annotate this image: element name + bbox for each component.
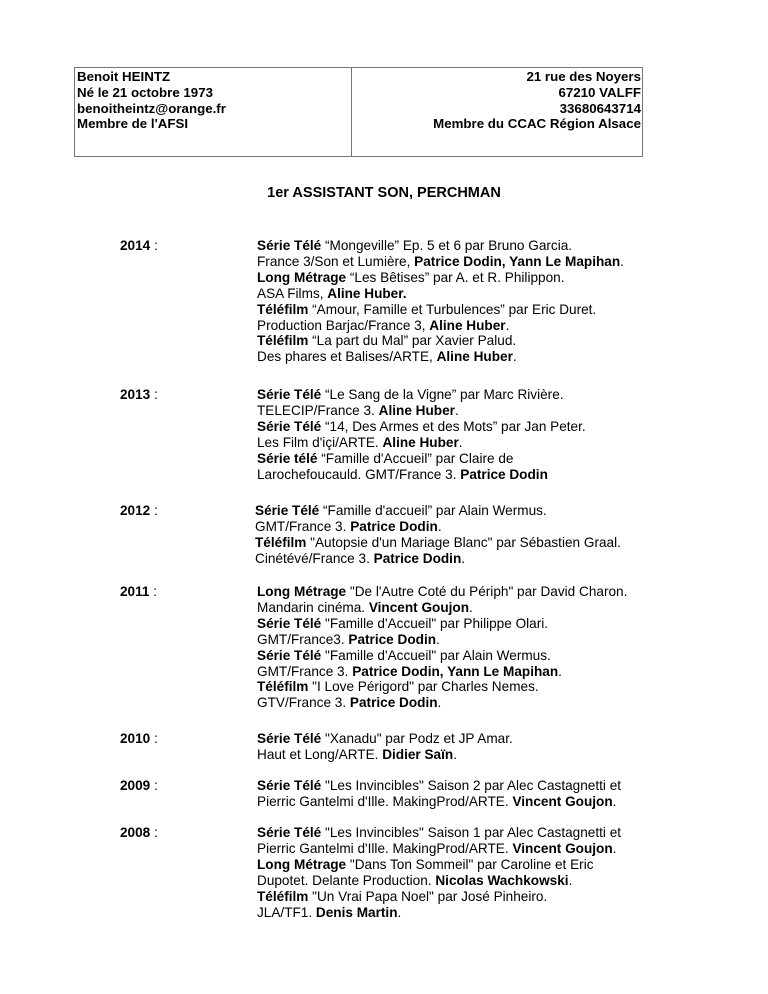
credit-text: "Un Vrai Papa Noel" par José Pinheiro. (308, 888, 548, 904)
credit-emphasis: Série Télé (257, 418, 322, 434)
credit-text: "De l'Autre Coté du Périph" par David Charon. (346, 584, 628, 599)
credit-line (257, 333, 624, 349)
credit-text: TELECIP/France 3. (257, 402, 379, 418)
membership-afsi: Membre de l'AFSI (77, 116, 189, 132)
credit-line (257, 584, 627, 600)
credit-line (257, 403, 586, 419)
credit-emphasis: Aline Huber (429, 317, 506, 333)
credit-emphasis: Téléfilm (257, 333, 309, 349)
credit-emphasis: Vincent Goujon (368, 599, 470, 615)
header-divider (351, 68, 352, 156)
credit-line (257, 873, 621, 889)
credit-line (257, 349, 624, 365)
street-address: 21 rue des Noyers (526, 69, 641, 84)
year-separator: : (150, 238, 158, 253)
year-separator: : (150, 387, 158, 402)
entry-year (120, 238, 158, 253)
credit-text: Mandarin cinéma. (257, 599, 369, 615)
credit-emphasis: Série télé (257, 450, 318, 466)
credit-line (257, 648, 627, 664)
credit-emphasis: Téléfilm (257, 679, 309, 695)
phone: 33680643714 (559, 100, 641, 116)
postal-city: 67210 VALFF (558, 84, 641, 100)
credit-text: . (453, 746, 457, 762)
credit-line (257, 600, 627, 616)
entry-year (120, 731, 158, 746)
credit-emphasis: Aline Huber (378, 402, 455, 418)
credit-emphasis: Vincent Goujon (512, 793, 613, 809)
credit-emphasis: Patrice Dodin (460, 466, 548, 482)
credit-text: . (505, 317, 510, 333)
credit-text: GTV/France 3. (257, 695, 350, 711)
year-separator: : (149, 584, 158, 599)
credit-text: Cinétévé/France 3. (255, 550, 374, 566)
credit-line (257, 664, 627, 680)
credit-text: GMT/France 3. (257, 663, 353, 679)
credit-emphasis: Aline Huber. (327, 285, 407, 301)
credit-text: . (437, 518, 442, 534)
credit-emphasis: Série Télé (257, 387, 322, 402)
credit-line (257, 451, 586, 467)
section-title: 1er ASSISTANT SON, PERCHMAN (267, 185, 501, 201)
credit-text: . (397, 904, 402, 920)
credit-line (257, 905, 621, 921)
year-value: 2013 (120, 387, 151, 402)
year-separator: : (150, 503, 158, 518)
year-separator: : (150, 825, 158, 840)
credit-emphasis: Série Télé (257, 615, 322, 631)
credit-emphasis: Didier Saïn (382, 746, 454, 762)
entry-credits (257, 584, 627, 711)
credit-emphasis: Nicolas Wachkowski (435, 872, 569, 888)
credit-line (257, 825, 621, 841)
entry-year (120, 584, 157, 599)
credit-emphasis: Patrice Dodin (348, 631, 437, 647)
credit-text: . (568, 872, 573, 888)
year-value: 2009 (120, 778, 151, 793)
credit-line (257, 419, 586, 435)
credit-emphasis: Série Télé (257, 778, 322, 793)
credit-text: Pierric Gantelmi d'Ille. MakingProd/ARTE. (257, 840, 513, 856)
credit-emphasis: Aline Huber (436, 349, 513, 365)
credit-text: . (458, 434, 463, 450)
credit-text: “Mongeville” Ep. 5 et 6 par Bruno Garcia. (321, 238, 573, 253)
year-value: 2010 (120, 731, 151, 746)
entry-year (120, 825, 158, 840)
year-value: 2011 (120, 584, 150, 599)
credit-emphasis: Téléfilm (255, 534, 307, 550)
credit-text: "Autopsie d'un Mariage Blanc" par Sébastien Graal. (306, 534, 621, 550)
entry-year (120, 778, 158, 793)
entry-credits (257, 778, 621, 810)
credit-line (257, 616, 627, 632)
credit-text: "Les Invincibles" Saison 2 par Alec Castagnetti et (321, 778, 622, 793)
credit-text: “Famille d'accueil” par Alain Wermus. (319, 503, 547, 518)
credit-emphasis: Série Télé (257, 825, 322, 840)
credit-emphasis: Long Métrage (257, 269, 347, 285)
credit-emphasis: Série Télé (257, 238, 322, 253)
credit-line (255, 503, 621, 519)
credit-line (257, 302, 624, 318)
credit-line (255, 551, 621, 567)
credit-emphasis: Patrice Dodin (373, 550, 462, 566)
credit-emphasis: Série Télé (255, 503, 320, 518)
credit-emphasis: Série Télé (257, 647, 322, 663)
credit-text: . (454, 402, 459, 418)
credit-line (257, 695, 627, 711)
membership-ccac: Membre du CCAC Région Alsace (433, 116, 641, 132)
credit-text: "Dans Ton Sommeil" par Caroline et Eric (346, 856, 594, 872)
credit-text: ASA Films, (257, 285, 328, 301)
entry-credits (257, 825, 621, 920)
birth-date: Né le 21 octobre 1973 (77, 84, 213, 100)
credit-line (257, 387, 586, 403)
credit-text: "Xanadu" par Podz et JP Amar. (321, 731, 513, 746)
credit-line (255, 535, 621, 551)
credit-emphasis: Patrice Dodin, Yann Le Mapihan (352, 663, 559, 679)
credit-text: . (558, 663, 562, 679)
credit-emphasis: Denis Martin (315, 904, 398, 920)
entry-credits (257, 731, 513, 763)
credit-line (257, 270, 624, 286)
credit-text: "Famille d'Accueil" par Philippe Olari. (321, 615, 549, 631)
entry-credits (255, 503, 621, 567)
credit-text: GMT/France 3. (255, 518, 351, 534)
credit-text: Production Barjac/France 3, (257, 317, 430, 333)
email[interactable]: benoitheintz@orange.fr (77, 100, 226, 116)
year-separator: : (150, 731, 158, 746)
credit-line (257, 747, 513, 763)
contact-header-table (74, 67, 643, 157)
credit-text: “Amour, Famille et Turbulences” par Eric Duret. (308, 301, 597, 317)
credit-line (257, 778, 621, 794)
credit-line (257, 286, 624, 302)
credit-line (257, 318, 624, 334)
credit-line (257, 889, 621, 905)
year-value: 2008 (120, 825, 151, 840)
credit-line (257, 731, 513, 747)
credit-emphasis: Long Métrage (257, 856, 347, 872)
credit-text: "I Love Périgord" par Charles Nemes. (308, 679, 539, 695)
credit-text: "Les Invincibles" Saison 1 par Alec Castagnetti et (321, 825, 622, 840)
credit-text: Les Film d'içi/ARTE. (257, 434, 383, 450)
credit-emphasis: Série Télé (257, 731, 322, 746)
credit-line (257, 857, 621, 873)
credit-emphasis: Téléfilm (257, 301, 309, 317)
credit-text: “Famille d'Accueil” par Claire de (317, 450, 514, 466)
credit-text: Haut et Long/ARTE. (257, 746, 383, 762)
credit-text: . (512, 349, 517, 365)
year-value: 2012 (120, 503, 151, 518)
credit-text: . (436, 631, 440, 647)
credit-text: "Famille d'Accueil" par Alain Wermus. (321, 647, 551, 663)
credit-line (257, 841, 621, 857)
credit-text: . (612, 840, 617, 856)
credit-text: France 3/Son et Lumière, (257, 253, 415, 269)
credit-text: “Les Bêtises” par A. et R. Philippon. (346, 269, 565, 285)
credit-emphasis: Patrice Dodin, Yann Le Mapihan (414, 253, 621, 269)
entry-year (120, 387, 158, 402)
credit-emphasis: Vincent Goujon (512, 840, 613, 856)
year-value: 2014 (120, 238, 151, 253)
credit-line (257, 467, 586, 483)
header-right-cell (433, 69, 641, 132)
credit-text: Des phares et Balises/ARTE, (257, 349, 437, 365)
credit-line (257, 238, 624, 254)
year-separator: : (150, 778, 158, 793)
entry-credits (257, 238, 624, 365)
credit-text: . (461, 550, 466, 566)
credit-emphasis: Patrice Dodin (350, 518, 438, 534)
credit-emphasis: Téléfilm (257, 888, 309, 904)
entry-credits (257, 387, 586, 482)
credit-text: JLA/TF1. (257, 904, 316, 920)
credit-line (257, 679, 627, 695)
credit-text: . (612, 793, 617, 809)
credit-text: . (620, 253, 624, 269)
credit-emphasis: Patrice Dodin (349, 695, 438, 711)
credit-line (255, 519, 621, 535)
credit-text: Larochefoucauld. GMT/France 3. (257, 466, 461, 482)
name: Benoit HEINTZ (77, 69, 171, 84)
credit-text: “14, Des Armes et des Mots” par Jan Peter. (321, 418, 586, 434)
credit-text: . (437, 695, 442, 711)
entry-year (120, 503, 158, 518)
credit-emphasis: Long Métrage (257, 584, 347, 599)
header-left-cell (77, 69, 226, 132)
credit-line (257, 632, 627, 648)
credit-text: Pierric Gantelmi d'Ille. MakingProd/ARTE. (257, 793, 513, 809)
credit-text: GMT/France3. (257, 631, 349, 647)
credit-line (257, 254, 624, 270)
credit-text: “La part du Mal” par Xavier Palud. (308, 333, 517, 349)
credit-text: “Le Sang de la Vigne” par Marc Rivière. (321, 387, 564, 402)
credit-text: Dupotet. Delante Production. (257, 872, 436, 888)
credit-emphasis: Aline Huber (382, 434, 459, 450)
credit-text: . (469, 599, 473, 615)
credit-line (257, 435, 586, 451)
credit-line (257, 794, 621, 810)
